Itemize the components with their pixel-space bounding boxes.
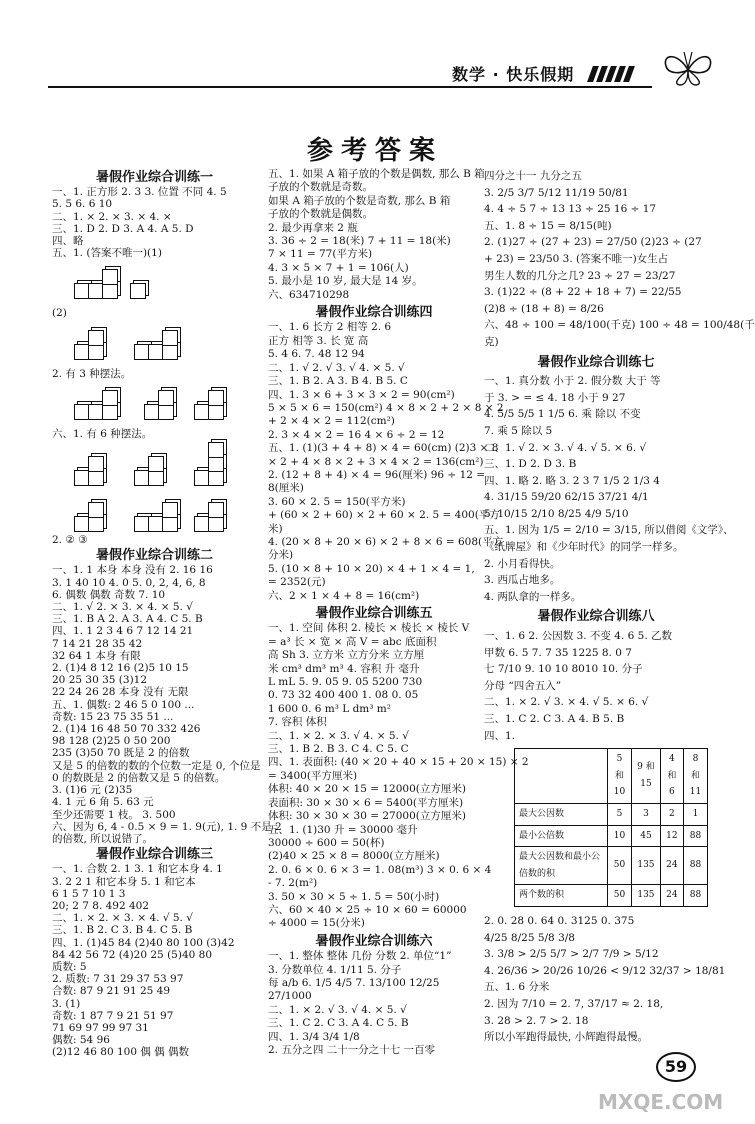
answer-line: 一、1. 整体 整体 几份 分数 2. 单位“1” [268, 950, 452, 963]
answer-line: 7. 乘 5 除以 5 [484, 424, 553, 437]
answer-line: 235 (3)50 70 既是 2 的倍数 [52, 747, 190, 760]
answer-line: 二、1. × 2. √ 3. √ 4. × 5. √ [268, 1003, 407, 1016]
cube [158, 390, 174, 406]
answer-line: 4. 两队拿的一样多。 [484, 590, 582, 603]
cube-arrangement-figure [74, 261, 257, 303]
answer-line: 奇数: 15 23 75 35 51 ... [52, 710, 174, 723]
answer-line: 2. ② ③ [52, 534, 88, 547]
answer-line: × 2 + 4 × 8 × 2 + 3 × 4 × 2 = 136(cm²) [268, 455, 484, 468]
answer-line: 五、1. (1)30 升 = 30000 毫升 [268, 823, 418, 836]
cube [162, 516, 178, 532]
table-cell: 10 [608, 825, 632, 847]
section-heading: 暑假作业综合训练六 [315, 933, 433, 949]
table-cell: 最小公倍数 [515, 825, 608, 847]
cube [102, 390, 118, 406]
table-cell: 88 [683, 825, 707, 847]
table-cell: 1 [683, 803, 707, 825]
table-cell: 两个数的积 [515, 885, 608, 907]
answer-line: 3. 60 × 2. 5 = 150(平方米) [268, 495, 406, 508]
header-stripes [590, 66, 635, 86]
answer-line: 三、1. C 2. C 3. A 4. B 5. B [484, 713, 625, 725]
table-cell: 24 [660, 847, 683, 885]
answer-line: 四分之十一 九分之五 [484, 170, 582, 182]
answer-line: 二、1. × 2. × 3. × 4. × [52, 210, 172, 223]
answer-line: 2. 五分之四 二十一分之十七 一百零 [268, 1044, 436, 1056]
table-cell: 50 [608, 885, 632, 907]
answer-line: 3. 3/8 > 2/5 5/7 > 2/7 7/9 > 5/12 [484, 948, 659, 961]
answer-line: 3. 36 ÷ 2 = 18(米) 7 + 11 = 18(米) [268, 235, 451, 248]
cube [208, 442, 224, 458]
cube [88, 330, 104, 346]
answer-line: 71 69 97 99 97 31 [52, 1021, 149, 1034]
answer-line: + 23) = 23/50 3. (答案不唯一)女生占 [484, 252, 669, 265]
answer-line: 4. 31/15 59/20 62/15 37/21 4/1 [484, 491, 649, 504]
page-number: 59 [656, 1052, 696, 1082]
answer-line: 5 × 5 × 6 = 150(cm²) 4 × 8 × 2 + 2 × 8 × 2 [268, 401, 504, 414]
answer-line: 四、1. 表面积: (40 × 20 + 40 × 15 + 20 × 15) × 2 [268, 756, 529, 769]
table-cell: 3 [632, 803, 661, 825]
answer-line: 四、1. (1)45 84 (2)40 80 100 (3)42 [52, 936, 235, 949]
answer-line: 男生人数的几分之几? 23 ÷ 27 = 23/27 [484, 269, 676, 282]
section-heading: 暑假作业综合训练四 [315, 305, 433, 321]
table-cell: 12 [660, 825, 683, 847]
answer-line: (2)12 46 80 100 偶 偶 偶数 [52, 1046, 190, 1059]
section-heading: 暑假作业综合训练八 [537, 609, 655, 625]
header-title: 数学 · 快乐假期 [452, 65, 575, 84]
table-row [515, 825, 708, 847]
answer-line: 三、1. B 2. B 3. C 4. C 5. C [268, 743, 409, 756]
watermark: MXQE.COM [598, 1090, 724, 1114]
answer-line: 4. 26/36 > 20/26 10/26 < 9/12 32/37 > 18/81 [484, 964, 726, 977]
answer-line: 六、1. 有 6 种摆法。 [52, 427, 153, 440]
answer-line: 4/25 8/25 5/8 3/8 [484, 931, 575, 944]
answer-line: 又是 5 的倍数的数的个位数一定是 0, 个位是 [52, 759, 261, 772]
cube [88, 502, 104, 518]
cube [158, 404, 174, 420]
answer-line: 五、1. 偶数: 2 46 5 0 100 ... [52, 698, 195, 711]
answer-line: 4. 5/5 5/5 1 1/5 6. 乘 除以 不变 [484, 408, 641, 421]
answer-line: 二、1. √ 2. √ 3. √ 4. × 5. √ [268, 361, 405, 374]
table-cell: 88 [683, 885, 707, 907]
answer-line: 米) [268, 522, 283, 535]
answer-line: L mL 5. 9. 05 9. 05 5200 730 [268, 676, 423, 689]
factor-multiple-table [514, 748, 708, 907]
answer-line: 8(厘米) [268, 482, 304, 495]
answer-line: 2. 0. 6 × 0. 6 × 3 = 1. 08(m³) 3 × 0. 6 × 4 [268, 863, 492, 876]
answer-line: 表面积: 30 × 30 × 6 = 5400(平方厘米) [268, 796, 464, 809]
answer-line: 7. 容积 体积 [268, 716, 327, 729]
table-header-cell: 9 和 15 [632, 749, 661, 804]
answer-line: 奇数: 1 87 7 9 21 51 97 [52, 1009, 174, 1022]
answer-line: 4. 1 元 6 角 5. 63 元 [52, 796, 154, 809]
answer-line: (2)40 × 25 × 8 = 8000(立方厘米) [268, 850, 440, 863]
answer-line: 4. 3 × 5 × 7 + 1 = 106(人) [268, 261, 409, 274]
butterfly-icon [660, 48, 716, 88]
cube-arrangement-figure [74, 322, 257, 364]
answer-line: 2. (1)4 16 48 50 70 332 426 [52, 723, 201, 736]
answer-line: 每 a/b 6. 1/5 4/5 7. 13/100 12/25 [268, 976, 440, 989]
answer-line: 3. (1)6 元 (2)35 [52, 784, 133, 797]
answer-line: 五、1. 如果 A 箱子放的个数是偶数, 那么 B 箱 [268, 168, 485, 180]
cube [102, 404, 118, 420]
answer-line: 7 × 11 = 77(平方米) [268, 248, 373, 261]
section-heading: 暑假作业综合训练一 [95, 170, 213, 185]
answer-line: 三、1. D 2. D 3. A 4. A 5. D [52, 222, 194, 235]
page-header [0, 0, 750, 100]
answer-line: 质数: 5 [52, 960, 87, 973]
answer-line: 合数: 87 9 21 91 25 49 [52, 985, 171, 998]
answer-line: 一、1. 真分数 小于 2. 假分数 大于 等 [484, 375, 661, 388]
table-cell: 最大公因数和最小公倍数的积 [515, 847, 608, 885]
answer-line: = a³ 长 × 宽 × 高 V = abc 底面积 [268, 635, 437, 648]
answer-line: 三、1. B 2. A 3. B 4. B 5. C [268, 375, 408, 388]
cube [148, 456, 164, 472]
answer-line: 一、1. 合数 2. 1 3. 1 和它本身 4. 1 [52, 863, 223, 876]
answer-line: 高 Sh 3. 立方米 立方分米 立方厘 [268, 649, 425, 662]
table-cell: 45 [632, 825, 661, 847]
cube [148, 470, 164, 486]
answer-line: 5. (10 × 8 + 10 × 20) × 4 + 1 × 4 = 1, [268, 562, 475, 575]
answer-line: 的倍数, 所以说错了。 [52, 832, 154, 845]
answer-line: 0 的数既是 2 的倍数又是 5 的倍数。 [52, 771, 226, 784]
answer-line: 3. 1 40 10 4. 0 5. 0, 2, 4, 6, 8 [52, 576, 206, 589]
answer-line: 六、60 × 40 × 25 ÷ 10 × 60 = 60000 [268, 903, 467, 916]
page-title: 参考答案 [306, 136, 443, 166]
answer-line: + (60 × 2 + 60) × 2 + 60 × 2. 5 = 400(平方 [268, 509, 500, 522]
table-cell: 135 [632, 847, 661, 885]
answer-line: 甲数 6. 5 7. 7 35 1225 8. 0 7 [484, 646, 632, 659]
cube [88, 344, 104, 360]
answer-line: 如果 A 箱子放的个数是奇数, 那么 B 箱 [268, 194, 451, 207]
answer-line: 克) [484, 335, 499, 348]
cube [88, 470, 104, 486]
answer-line: 六、2 × 1 × 4 + 8 = 16(cm²) [268, 589, 420, 602]
answer-line: 偶数: 54 96 [52, 1034, 110, 1047]
cube [88, 516, 104, 532]
answer-line: - 7. 2(m²) [268, 877, 318, 890]
cube [208, 456, 224, 472]
answer-line: 5. 5 6. 6 10 [52, 198, 113, 211]
answer-line: 一、1. 6 长方 2 相等 2. 6 [268, 321, 392, 334]
answer-line: + 2 × 4 × 2 = 112(cm²) [268, 415, 395, 428]
answer-line: 20; 2 7 8. 492 402 [52, 899, 150, 912]
answer-line: 3. 2 2 1 和它本身 5. 1 和它本 [52, 875, 196, 888]
answer-line: (2)8 ÷ (18 + 8) = 8/26 [484, 302, 604, 315]
answer-line: 三、1. B A 2. A 3. A 4. C 5. B [52, 613, 203, 626]
section-heading: 暑假作业综合训练二 [95, 548, 213, 564]
answer-line: 正方 相等 3. 长 宽 高 [268, 334, 369, 347]
answer-line: 五、1. (1)(3 + 4 + 8) × 4 = 60(cm) (2)3 × 8 [268, 442, 499, 455]
answer-line: 二、1. × 2. √ 3. × 4. √ 5. × 6. √ [484, 696, 649, 709]
section-heading: 暑假作业综合训练五 [315, 606, 433, 621]
answer-line: ÷ 4000 = 15(分米) [268, 917, 365, 930]
answer-line: 体积: 40 × 20 × 15 = 12000(立方厘米) [268, 783, 466, 796]
answer-line: 分米) [268, 549, 294, 562]
cube [208, 470, 224, 486]
answer-line: 2. 0. 28 0. 64 0. 3125 0. 375 [484, 914, 635, 927]
cube [102, 269, 118, 285]
cube-arrangement-figure [74, 382, 257, 424]
table-row [515, 885, 708, 907]
answer-line: 3. 西瓜占地多。 [484, 574, 561, 587]
answer-line: 3. 分数单位 4. 1/11 5. 分子 [268, 963, 402, 976]
answer-line: 四、1. 略 2. 略 3. 2 3 7 1/5 2 1/3 4 [484, 474, 660, 487]
answer-line: 4. (20 × 8 + 20 × 6) × 2 + 8 × 6 = 608(平方 [268, 535, 504, 548]
answer-line: 2. 有 3 种摆法。 [52, 367, 132, 380]
answer-line: 30000 ÷ 600 = 50(杯) [268, 836, 385, 849]
answer-line: 二、1. × 2. × 3. × 4. √ 5. √ [52, 912, 193, 925]
answer-line: (2) [52, 307, 67, 320]
answer-line: 四、1. 3 × 6 + 3 × 3 × 2 = 90(cm²) [268, 388, 455, 401]
answer-line: 2. (1)27 ÷ (27 + 23) = 27/50 (2)23 ÷ (27 [484, 236, 702, 249]
answer-line: 3. 28 > 2. 7 > 2. 18 [484, 1014, 589, 1027]
answer-line: 五、1. (答案不唯一)(1) [52, 247, 162, 260]
cube [162, 344, 178, 360]
answer-line: 三、1. C 2. C 3. A 4. C 5. B [268, 1017, 409, 1030]
cube [162, 502, 178, 518]
answer-line: 一、1. 6 2. 公因数 3. 不变 4. 6 5. 乙数 [484, 630, 672, 643]
table-header-cell: 4 和 6 [660, 749, 683, 804]
answer-line: 体积: 30 × 30 × 30 = 27000(立方厘米) [268, 810, 466, 823]
answer-line: 20 25 30 35 (3)12 [52, 674, 148, 687]
answer-line: 四、1. [484, 729, 516, 742]
table-header-cell [515, 749, 608, 804]
cube [130, 283, 146, 299]
answer-line: 一、1. 空间 体积 2. 棱长 × 棱长 × 棱长 V [268, 622, 470, 635]
answer-line: 2. 质数: 7 31 29 37 53 97 [52, 973, 184, 986]
table-cell: 5 [608, 803, 632, 825]
answer-line: 3. (1)22 ÷ (8 + 22 + 18 + 7) = 22/55 [484, 286, 682, 299]
answer-line: 三、1. D 2. D 3. B [484, 458, 577, 471]
answer-line: 7 14 21 28 35 42 [52, 637, 143, 650]
answer-line: 分母 “四舍五入” [484, 679, 562, 692]
answer-line: 六、48 ÷ 100 = 48/100(千克) 100 ÷ 48 = 100/48(千 [484, 319, 755, 332]
cube [208, 502, 224, 518]
answer-line: 3. 2/5 3/7 5/12 11/19 50/81 [484, 186, 629, 199]
answer-line: = 2352(元) [268, 576, 326, 589]
answer-line: 84 42 56 72 (4)20 25 (5)40 80 [52, 948, 212, 961]
table-cell: 2 [660, 803, 683, 825]
cube [208, 404, 224, 420]
answer-line: 6. 偶数 偶数 奇数 7. 10 [52, 588, 166, 601]
answer-line: 至少还需要 1 枝。 3. 500 [52, 808, 176, 821]
answer-line: 0. 73 32 400 400 1. 08 0. 05 [268, 689, 419, 702]
answer-column-3 [484, 168, 755, 1046]
answer-line: 四、略 [52, 235, 84, 248]
answer-line: 二、1. √ 2. × 3. × 4. × 5. √ [52, 601, 193, 614]
answer-line: 6 1 5 7 10 1 3 [52, 887, 126, 900]
answer-line: 五、1. 8 ÷ 15 = 8/15(吨) [484, 219, 612, 232]
answer-line: 子放的个数就是奇数。 [268, 181, 373, 194]
answer-line: 二、1. √ 2. × 3. √ 4. √ 5. × 6. √ [484, 441, 647, 454]
answer-line: 所以小军跑得最快, 小辉跑得最慢。 [484, 1031, 649, 1044]
cube [102, 283, 118, 299]
answer-line: 22 24 26 28 本身 没有 无限 [52, 686, 189, 699]
answer-line: 于 3. > = ≤ 4. 18 小于 9 27 [484, 391, 626, 404]
table-row [515, 847, 708, 885]
answer-line: 2. (1)4 8 12 16 (2)5 10 15 [52, 662, 189, 675]
cube [208, 390, 224, 406]
answer-line: 3. 50 × 30 × 5 ÷ 1. 5 = 50(小时) [268, 890, 440, 903]
answer-line: 2. 最少再拿来 2 瓶 [268, 221, 358, 234]
answer-line: 2. 3 × 4 × 2 = 16 4 × 6 ÷ 2 = 12 [268, 428, 445, 441]
header-rule [48, 86, 652, 88]
table-cell: 135 [632, 885, 661, 907]
answer-line: 五、1. 6 分米 [484, 981, 550, 994]
table-header-cell: 5 和 10 [608, 749, 632, 804]
table-cell: 24 [660, 885, 683, 907]
cube-arrangement-figure [74, 488, 257, 530]
answer-line: 三、1. B 2. C 3. B 4. C 5. B [52, 924, 193, 937]
table-cell: 50 [608, 847, 632, 885]
answer-line: 1 600 0. 6 m³ L dm³ m² [268, 702, 391, 715]
section-heading: 暑假作业综合训练三 [95, 847, 213, 863]
answer-line: 子放的个数就是偶数。 [268, 208, 373, 221]
answer-line: 二、1. × 2. × 3. √ 4. × 5. √ [268, 729, 409, 742]
answer-line: 27/1000 [268, 990, 312, 1003]
answer-line: 3. (1) [52, 997, 81, 1010]
answer-line: 五、1. 因为 1/5 = 2/10 = 3/15, 所以借阅《文学》、 [484, 524, 734, 537]
answer-line: 2. 因为 7/10 = 2. 7, 37/17 ≈ 2. 18, [484, 997, 664, 1010]
answer-line: = 3400(平方厘米) [268, 769, 358, 782]
answer-line: 六、634710298 [268, 288, 350, 301]
answer-line: 2. (12 + 8 + 4) × 4 = 96(厘米) 96 ÷ 12 = [268, 468, 486, 481]
table-cell: 最大公因数 [515, 803, 608, 825]
answer-line: 4. 4 ÷ 5 7 ÷ 13 13 ÷ 25 16 ÷ 17 [484, 203, 657, 216]
answer-line: 《纸牌屋》和《少年时代》的同学一样多。 [484, 541, 684, 554]
answer-line: 米 cm³ dm³ m³ 4. 容积 升 毫升 [268, 662, 420, 675]
answer-line: 32 64 1 本身 有限 [52, 649, 141, 662]
answer-line: 四、1. 3/4 3/4 1/8 [268, 1030, 360, 1043]
section-heading: 暑假作业综合训练七 [537, 354, 655, 370]
cube [208, 516, 224, 532]
table-header-cell: 8 和 11 [683, 749, 707, 804]
answer-line: 一、1. 正方形 2. 3 3. 位置 不同 4. 5 [52, 186, 227, 199]
answer-line: 七 7/10 9. 10 10 8010 10. 分子 [484, 663, 643, 676]
answer-line: 一、1. 1 本身 本身 没有 2. 16 16 [52, 564, 213, 577]
cube [88, 456, 104, 472]
table-row [515, 803, 708, 825]
answer-line: 5. 最小是 10 岁, 最大是 14 岁。 [268, 275, 423, 288]
answer-line: 四、1. 1 2 3 4 6 7 12 14 21 [52, 625, 194, 638]
answer-line: 98 128 (2)25 0 50 200 [52, 735, 171, 748]
answer-line: 2. 小月看得快。 [484, 557, 561, 570]
table-cell: 88 [683, 847, 707, 885]
answer-line: 5. 4 6. 7. 48 12 94 [268, 348, 365, 361]
cube [162, 330, 178, 346]
cube-arrangement-figure [74, 442, 257, 484]
answer-line: 5. 10/15 2/10 8/25 4/9 5/10 [484, 507, 629, 520]
answer-line: 六、因为 6, 4 - 0.5 × 9 = 1. 9(元), 1. 9 不是 2 [52, 820, 282, 833]
